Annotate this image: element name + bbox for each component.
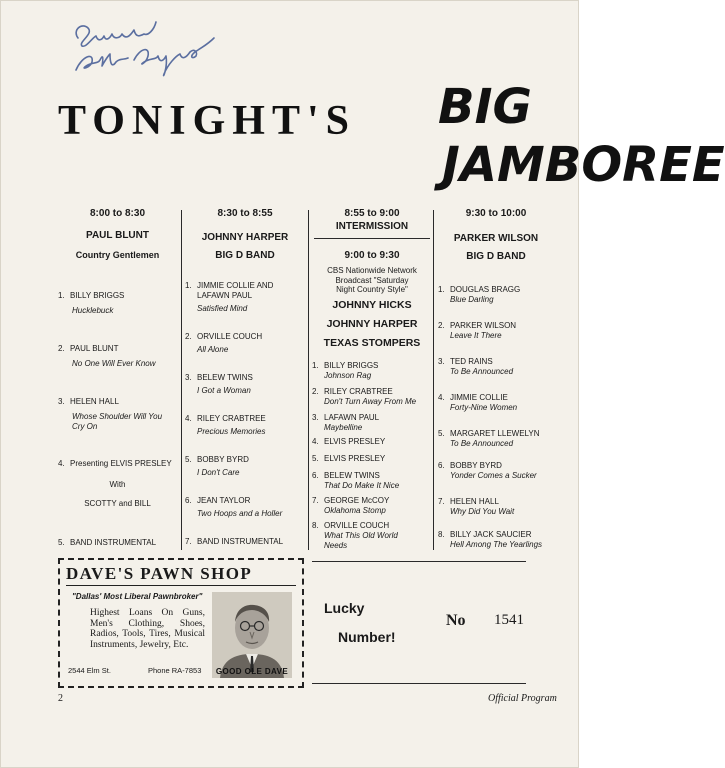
performer: PAUL BLUNT — [70, 344, 119, 353]
list-item: 3. BELEW TWINS I Got a Woman — [185, 373, 307, 396]
performer: JIMMIE COLLIE — [450, 393, 508, 402]
list-item: 4. Presenting ELVIS PRESLEY — [58, 459, 172, 468]
song-title: Hucklebuck — [72, 306, 114, 315]
song-title: To Be Announced — [450, 367, 514, 376]
list-item: 3. LAFAWN PAUL Maybelline — [312, 413, 434, 433]
performer: JEAN TAYLOR — [197, 496, 251, 505]
headliner: JOHNNY HARPER — [326, 318, 418, 330]
list-item: 2. PARKER WILSON Leave It There — [438, 321, 556, 341]
list-item: 4. JIMMIE COLLIE Forty-Nine Women — [438, 393, 556, 413]
schedule-column-1 — [56, 208, 179, 550]
column-divider — [181, 210, 182, 550]
time-slot: 8:00 to 8:30 — [89, 208, 146, 219]
song-title: Blue Darling — [450, 295, 494, 304]
performer: BOBBY BYRD — [450, 461, 502, 470]
page-number: 2 — [58, 693, 63, 704]
song-title: What This Old World — [324, 531, 398, 540]
portrait-photo — [212, 592, 292, 678]
schedule-column-2 — [183, 208, 307, 550]
performer: ELVIS PRESLEY — [324, 437, 386, 446]
song-title: To Be Announced — [450, 439, 514, 448]
song-title: All Alone — [197, 345, 229, 354]
song-title: Why Did You Wait — [450, 507, 515, 516]
list-item: 6. BELEW TWINS That Do Make It Nice — [312, 471, 434, 491]
divider — [312, 683, 526, 684]
performer: BILLY BRIGGS — [324, 361, 379, 370]
photo-caption: GOOD OLE DAVE — [215, 667, 289, 676]
performer: MARGARET LLEWELYN — [450, 429, 540, 438]
performer: BILLY BRIGGS — [70, 291, 125, 300]
intermission-label: INTERMISSION — [335, 221, 409, 232]
song-title: Precious Memories — [197, 427, 266, 436]
list-item: 2. PAUL BLUNT No One Will Ever Know — [58, 344, 179, 369]
column-divider — [308, 210, 309, 550]
list-item: 7. HELEN HALL Why Did You Wait — [438, 497, 556, 517]
song-title: Leave It There — [450, 331, 502, 340]
song-title: No One Will Ever Know — [72, 359, 156, 368]
list-item: 1. DOUGLAS BRAGG Blue Darling — [438, 285, 556, 305]
list-item: 7. GEORGE McCOY Oklahoma Stomp — [312, 496, 434, 516]
song-title: Whose Shoulder Will You — [72, 412, 163, 421]
band-name: BIG D BAND — [215, 250, 275, 261]
song-title: Two Hoops and a Holler — [197, 509, 283, 518]
performer: HELEN HALL — [70, 397, 119, 406]
performer: Presenting ELVIS PRESLEY — [70, 459, 172, 468]
list-item: 4. ELVIS PRESLEY — [312, 437, 386, 446]
performer: ORVILLE COUCH — [324, 521, 390, 530]
lucky-label-1: Lucky — [324, 600, 365, 616]
footer-official-program: Official Program — [488, 693, 557, 704]
list-item: 5. MARGARET LLEWELYN To Be Announced — [438, 429, 556, 449]
pawn-shop-ad — [58, 558, 304, 688]
list-item: 1. JIMMIE COLLIE AND LAFAWN PAUL Satisfied Mind — [185, 281, 307, 314]
headliner: JOHNNY HARPER — [201, 232, 289, 243]
list-item: 2. RILEY CRABTREE Don't Turn Away From Me — [312, 387, 434, 407]
time-slot: 8:30 to 8:55 — [217, 208, 273, 219]
song-title: Maybelline — [324, 423, 363, 432]
list-item: 5. BOBBY BYRD I Don't Care — [185, 455, 307, 478]
list-item: 6. JEAN TAYLOR Two Hoops and a Holler — [185, 496, 307, 519]
performer: GEORGE McCOY — [324, 496, 390, 505]
list-item: 5. ELVIS PRESLEY — [312, 454, 386, 463]
song-title: I Don't Care — [197, 468, 240, 477]
performer: BOBBY BYRD — [197, 455, 249, 464]
number-sign: No — [446, 612, 466, 629]
with-label: With — [109, 480, 126, 489]
headliner: PAUL BLUNT — [86, 230, 149, 241]
ad-phone: Phone RA-7853 — [148, 666, 202, 675]
performer: BILLY JACK SAUCIER — [450, 530, 532, 539]
divider — [66, 585, 296, 586]
lucky-label-2: Number! — [338, 629, 396, 645]
performer: TED RAINS — [450, 357, 493, 366]
ad-tagline: "Dallas' Most Liberal Pawnbroker" — [72, 592, 203, 601]
list-item: 4. RILEY CRABTREE Precious Memories — [185, 414, 307, 437]
list-item: 5. BAND INSTRUMENTAL — [58, 538, 157, 547]
band-name: BIG D BAND — [466, 251, 526, 262]
performer: BAND INSTRUMENTAL — [70, 538, 157, 547]
list-item: 3. HELEN HALL Whose Shoulder Will You Cry On — [58, 397, 179, 432]
schedule-column-4 — [436, 208, 556, 550]
title-big: BIG — [438, 79, 532, 135]
title-jamboree: JAMBOREE — [442, 137, 725, 193]
performer: BELEW TWINS — [324, 471, 380, 480]
list-item: 6. BOBBY BYRD Yonder Comes a Sucker — [438, 461, 556, 481]
performer: ORVILLE COUCH — [197, 332, 263, 341]
performer: BELEW TWINS — [197, 373, 253, 382]
time-slot: 8:55 to 9:00 — [344, 208, 400, 219]
list-item: 1. BILLY BRIGGS Hucklebuck — [58, 291, 179, 316]
headliner: JOHNNY HICKS — [332, 299, 412, 311]
song-title: Satisfied Mind — [197, 304, 248, 313]
divider — [314, 238, 430, 239]
time-slot: 9:30 to 10:00 — [465, 208, 527, 219]
ad-body: Highest Loans On Guns, Men's Clothing, Shoes, Radios, Tools, Tires, Musical Instruments, Jewelry, Etc. — [90, 608, 205, 650]
song-title: Forty-Nine Women — [450, 403, 518, 412]
cbs-broadcast-note: CBS Nationwide Network Broadcast "Saturday Night Country Style" — [327, 266, 417, 294]
song-title: I Got a Woman — [197, 386, 251, 395]
autograph-signature — [68, 8, 218, 88]
performer: LAFAWN PAUL — [324, 413, 380, 422]
performer: RILEY CRABTREE — [324, 387, 393, 396]
performer: BAND INSTRUMENTAL — [197, 537, 284, 546]
list-item: 3. TED RAINS To Be Announced — [438, 357, 556, 377]
song-title: Oklahoma Stomp — [324, 506, 386, 515]
song-title: Hell Among The Yearlings — [450, 540, 543, 549]
performer-cont: LAFAWN PAUL — [197, 291, 253, 300]
song-title: Don't Turn Away From Me — [324, 397, 417, 406]
lucky-number: 1541 — [494, 612, 524, 628]
title-big-jamboree — [438, 76, 725, 196]
title-tonights: TONIGHT'S — [58, 98, 356, 144]
list-item: 2. ORVILLE COUCH All Alone — [185, 332, 307, 355]
song-title: Yonder Comes a Sucker — [450, 471, 537, 480]
ad-title: DAVE'S PAWN SHOP — [66, 564, 253, 583]
performer: DOUGLAS BRAGG — [450, 285, 521, 294]
band-name: Country Gentlemen — [75, 250, 160, 260]
backing-musicians: SCOTTY and BILL — [84, 499, 151, 508]
divider — [312, 561, 526, 562]
headliner: TEXAS STOMPERS — [323, 337, 421, 349]
song-title: Johnson Rag — [324, 371, 372, 380]
time-slot-2: 9:00 to 9:30 — [344, 250, 400, 261]
song-title-cont: Needs — [324, 541, 348, 550]
headliner: PARKER WILSON — [453, 233, 539, 244]
list-item: 8. BILLY JACK SAUCIER Hell Among The Yearlings — [438, 530, 556, 550]
list-item: 7. BAND INSTRUMENTAL — [185, 537, 284, 546]
portrait-illustration — [212, 592, 292, 678]
performer: ELVIS PRESLEY — [324, 454, 386, 463]
ad-address: 2544 Elm St. — [68, 666, 111, 675]
song-title: That Do Make It Nice — [324, 481, 400, 490]
performer: JIMMIE COLLIE AND — [197, 281, 274, 290]
song-title-cont: Cry On — [72, 422, 98, 431]
list-item: 8. ORVILLE COUCH What This Old World Needs — [312, 521, 434, 551]
performer: PARKER WILSON — [450, 321, 517, 330]
performer: RILEY CRABTREE — [197, 414, 266, 423]
schedule-column-3 — [310, 208, 434, 550]
performer: HELEN HALL — [450, 497, 499, 506]
list-item: 1. BILLY BRIGGS Johnson Rag — [312, 361, 434, 381]
